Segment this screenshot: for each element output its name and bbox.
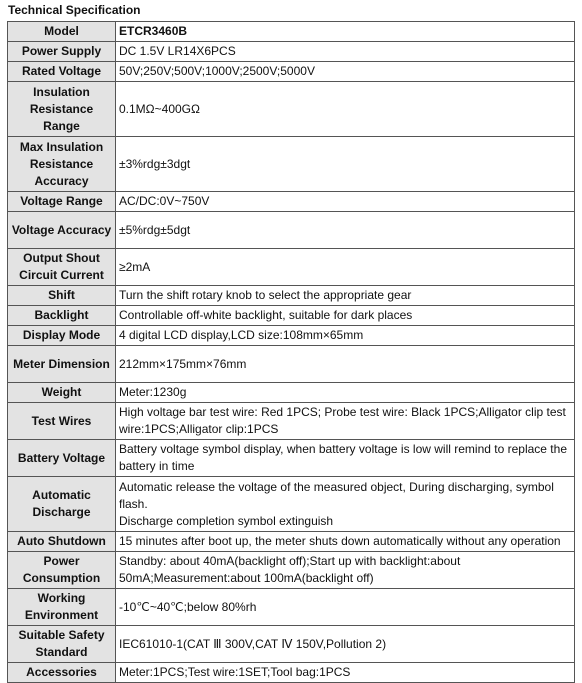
page-title: Technical Specification [8,3,141,17]
row-value: Meter:1230g [116,383,575,403]
row-value: -10℃~40℃;below 80%rh [116,589,575,626]
table-row [8,306,575,326]
row-value: 4 digital LCD display,LCD size:108mm×65mm [116,326,575,346]
row-value: ±3%rdg±3dgt [116,137,575,192]
row-label: Voltage Range [8,192,116,212]
row-value: Standby: about 40mA(backlight off);Start up with backlight:about 50mA;Measurement:about 100mA(backlight off) [116,552,575,589]
row-value: Meter:1PCS;Test wire:1SET;Tool bag:1PCS [116,663,575,683]
row-label: Output Shout Circuit Current [8,249,116,286]
row-label: Accessories [8,663,116,683]
row-value: DC 1.5V LR14X6PCS [116,42,575,62]
table-row [8,346,575,383]
row-label: Suitable Safety Standard [8,626,116,663]
table-row [8,532,575,552]
row-label: Voltage Accuracy [8,212,116,249]
table-row [8,589,575,626]
table-row [8,626,575,663]
row-value: Battery voltage symbol display, when battery voltage is low will remind to replace the battery in time [116,440,575,477]
row-value: ±5%rdg±5dgt [116,212,575,249]
table-row [8,62,575,82]
row-label: Display Mode [8,326,116,346]
row-label: Working Environment [8,589,116,626]
row-value: High voltage bar test wire: Red 1PCS; Probe test wire: Black 1PCS;Alligator clip test wire:1PCS;Alligator clip:1PCS [116,403,575,440]
row-label: Auto Shutdown [8,532,116,552]
table-row [8,22,575,42]
table-row [8,403,575,440]
row-value: 0.1MΩ~400GΩ [116,82,575,137]
table-row [8,477,575,532]
table-row [8,663,575,683]
row-label: Automatic Discharge [8,477,116,532]
row-value: Turn the shift rotary knob to select the appropriate gear [116,286,575,306]
row-label: Model [8,22,116,42]
row-value: ETCR3460B [116,22,575,42]
table-row [8,137,575,192]
row-label: Backlight [8,306,116,326]
table-row [8,42,575,62]
row-label: Power Supply [8,42,116,62]
table-row [8,440,575,477]
row-value [116,477,575,532]
row-value-line: Discharge completion symbol extinguish [119,513,334,528]
row-label: Test Wires [8,403,116,440]
row-label: Battery Voltage [8,440,116,477]
row-label: Meter Dimension [8,346,116,383]
row-label: Rated Voltage [8,62,116,82]
row-value: AC/DC:0V~750V [116,192,575,212]
table-row [8,212,575,249]
row-value-line: Automatic release the voltage of the measured object, During discharging, symbol flash. [119,479,554,511]
row-value: 50V;250V;500V;1000V;2500V;5000V [116,62,575,82]
table-row [8,383,575,403]
table-row [8,552,575,589]
row-value: Controllable off-white backlight, suitable for dark places [116,306,575,326]
spec-table [7,21,575,683]
row-label: Shift [8,286,116,306]
table-row [8,326,575,346]
table-row [8,249,575,286]
row-label: Max Insulation Resistance Accuracy [8,137,116,192]
table-row [8,286,575,306]
table-row [8,192,575,212]
row-value: IEC61010-1(CAT Ⅲ 300V,CAT Ⅳ 150V,Pollution 2) [116,626,575,663]
row-value: 15 minutes after boot up, the meter shuts down automatically without any operation [116,532,575,552]
row-label: Power Consumption [8,552,116,589]
table-row [8,82,575,137]
row-value: 212mm×175mm×76mm [116,346,575,383]
row-label: Weight [8,383,116,403]
row-value: ≥2mA [116,249,575,286]
row-label: Insulation Resistance Range [8,82,116,137]
